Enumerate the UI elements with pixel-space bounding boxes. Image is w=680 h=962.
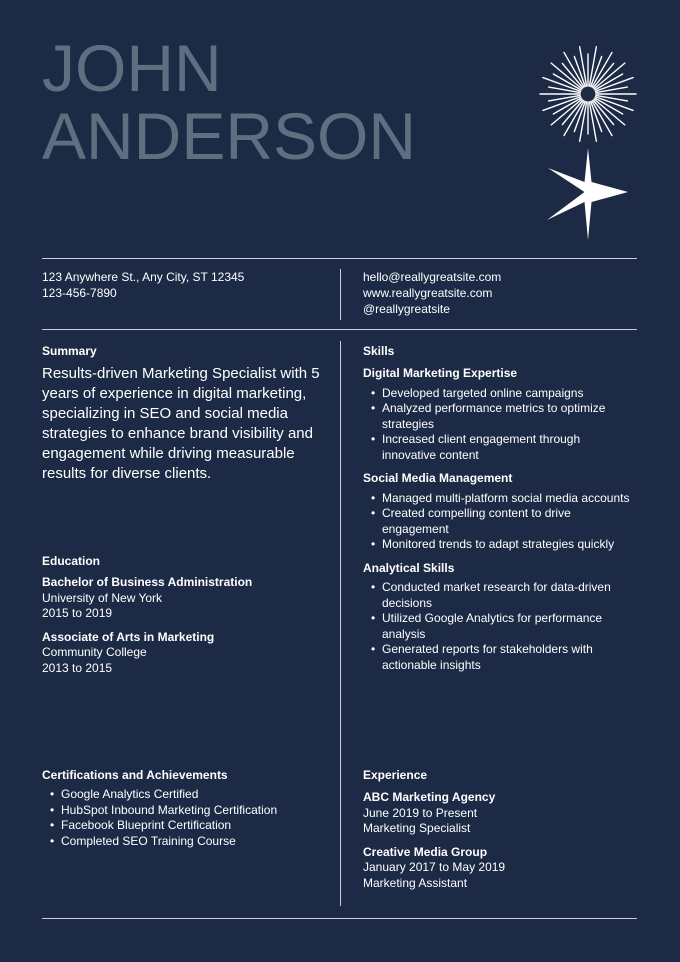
skill-items [363, 386, 633, 464]
first-name: JOHN [42, 31, 222, 105]
list-item: • Analyzed performance metrics to optimize strategies [363, 401, 633, 432]
list-item: • Completed SEO Training Course [42, 834, 327, 850]
skill-group-name: Digital Marketing Expertise [363, 366, 518, 380]
degree: Bachelor of Business Administration [42, 575, 253, 589]
skill-items [363, 580, 633, 673]
school: University of New York [42, 590, 163, 605]
summary-title: Summary [42, 344, 97, 358]
full-name [42, 31, 417, 173]
role: Marketing Assistant [363, 875, 468, 890]
skills-list [363, 366, 633, 681]
sunburst-icon [540, 47, 636, 142]
four-point-star-icon [547, 148, 628, 240]
contact-divider [340, 269, 341, 320]
divider-bottom [42, 918, 637, 919]
years: 2015 to 2019 [42, 606, 113, 620]
degree: Associate of Arts in Marketing [42, 629, 215, 644]
social-handle: @reallygreatsite [363, 302, 450, 316]
summary-text: Results-driven Marketing Specialist with 5 years of experience in digital marketing, specializing in SEO and social media strategies to enhance brand visibility and engagement while driving measurable results for diverse clients. [42, 365, 320, 482]
address: 123 Anywhere St., Any City, ST 12345 [42, 270, 245, 284]
role: Marketing Specialist [363, 821, 471, 835]
decorative-stars [536, 44, 640, 244]
column-divider [340, 341, 341, 906]
education-list [42, 575, 327, 684]
phone: 123-456-7890 [42, 286, 117, 300]
skill-group [363, 471, 633, 553]
skills-title: Skills [363, 344, 395, 358]
website: www.reallygreatsite.com [363, 286, 493, 300]
list-item: • Google Analytics Certified [42, 787, 327, 803]
skill-group-name: Analytical Skills [363, 560, 455, 575]
education-entry [42, 575, 327, 622]
last-name: ANDERSON [42, 99, 417, 173]
divider-top [42, 258, 637, 259]
list-item: • HubSpot Inbound Marketing Certification [42, 803, 327, 819]
contact-left [42, 269, 244, 301]
experience-title: Experience [363, 768, 428, 782]
experience-entry [363, 790, 633, 837]
education-title: Education [42, 554, 101, 568]
skill-group [363, 561, 633, 674]
certifications-title: Certifications and Achievements [42, 768, 228, 782]
dates: January 2017 to May 2019 [363, 860, 506, 874]
list-item: • Managed multi-platform social media accounts [363, 491, 633, 507]
list-item: • Conducted market research for data-driven decisions [363, 580, 633, 611]
list-item: • Increased client engagement through innovative content [363, 432, 633, 463]
years: 2013 to 2015 [42, 660, 113, 675]
experience-entry [363, 845, 633, 892]
email: hello@reallygreatsite.com [363, 270, 502, 284]
contact-right [363, 269, 501, 317]
list-item: • Monitored trends to adapt strategies quickly [363, 537, 633, 553]
list-item: • Facebook Blueprint Certification [42, 818, 327, 834]
experience-list [363, 790, 633, 899]
list-item: • Created compelling content to drive engagement [363, 506, 633, 537]
dates: June 2019 to Present [363, 805, 478, 820]
school: Community College [42, 645, 147, 659]
divider-middle [42, 329, 637, 330]
skill-items [363, 491, 633, 553]
certifications-list [42, 787, 327, 849]
list-item: • Generated reports for stakeholders with actionable insights [363, 642, 633, 673]
skill-group [363, 366, 633, 463]
list-item: • Developed targeted online campaigns [363, 386, 633, 402]
education-entry [42, 630, 327, 677]
skill-group-name: Social Media Management [363, 471, 513, 485]
company: Creative Media Group [363, 844, 488, 859]
company: ABC Marketing Agency [363, 790, 496, 804]
list-item: • Utilized Google Analytics for performance analysis [363, 611, 633, 642]
